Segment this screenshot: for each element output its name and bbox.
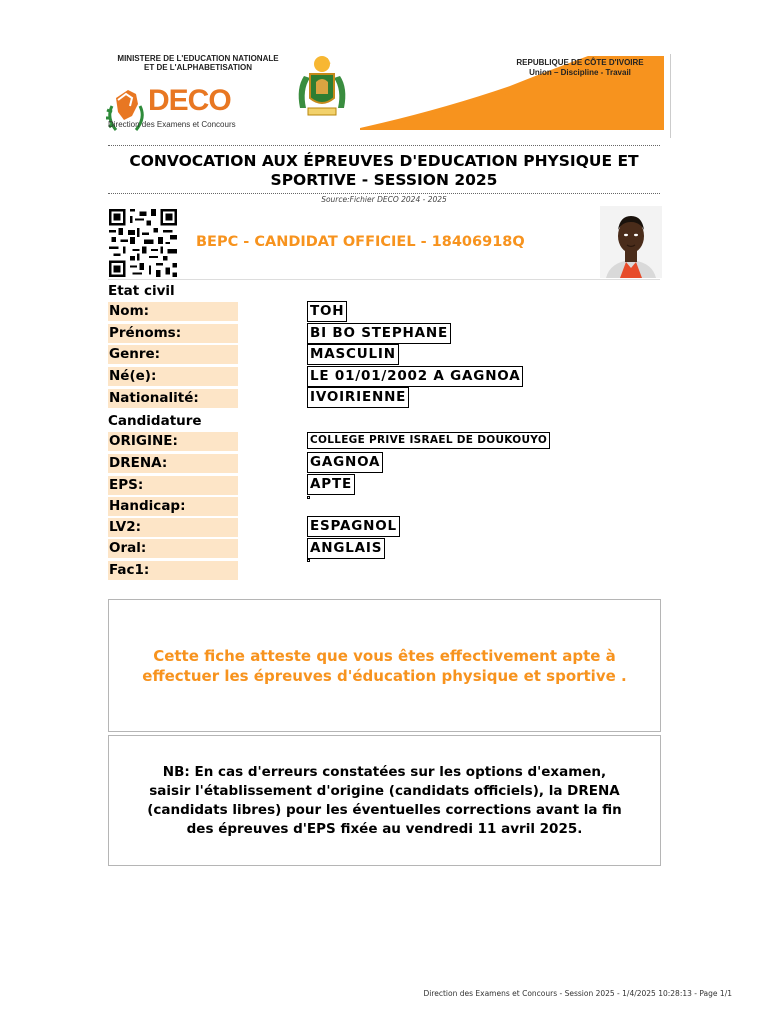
value-drena: GAGNOA <box>307 452 383 473</box>
label-oral: Oral: <box>108 539 238 558</box>
value-nationalite: IVOIRIENNE <box>307 387 409 408</box>
label-naissance: Né(e): <box>108 367 238 386</box>
section-candidature: Candidature <box>108 413 202 429</box>
republic-line-1: REPUBLIQUE DE CÔTE D'IVOIRE <box>516 58 644 67</box>
label-drena: DRENA: <box>108 454 238 473</box>
value-origine: COLLEGE PRIVE ISRAEL DE DOUKOUYO <box>307 432 550 449</box>
label-eps: EPS: <box>108 476 238 495</box>
deco-logo-text: DECO <box>148 84 231 117</box>
candidate-banner <box>106 206 662 278</box>
label-nom: Nom: <box>108 302 238 321</box>
nb-line-3: (candidats libres) pour les éventuelles corrections avant la fin <box>147 801 622 818</box>
nb-line-2: saisir l'établissement d'origine (candidats officiels), la DRENA <box>149 782 620 799</box>
attestation-box <box>108 599 661 732</box>
document-header <box>104 50 664 134</box>
value-fac1 <box>307 559 310 562</box>
label-origine: ORIGINE: <box>108 432 238 451</box>
value-naissance: LE 01/01/2002 A GAGNOA <box>307 366 523 387</box>
candidate-photo <box>600 206 662 278</box>
candidate-exam-title: BEPC - CANDIDAT OFFICIEL - 18406918Q <box>196 234 525 250</box>
label-fac1: Fac1: <box>108 561 238 580</box>
qr-code-icon <box>108 209 178 277</box>
value-prenoms: BI BO STEPHANE <box>307 323 451 344</box>
banner-divider <box>108 279 660 280</box>
nb-notice-box <box>108 735 661 866</box>
ministry-name <box>108 54 288 72</box>
label-prenoms: Prénoms: <box>108 324 238 343</box>
page-footer: Direction des Examens et Concours - Session 2025 - 1/4/2025 10:28:13 - Page 1/1 <box>423 989 732 998</box>
title-line-2: SPORTIVE - SESSION 2025 <box>270 171 498 189</box>
label-lv2: LV2: <box>108 518 238 537</box>
title-bottom-rule <box>108 193 660 194</box>
value-genre: MASCULIN <box>307 344 399 365</box>
label-handicap: Handicap: <box>108 497 238 516</box>
value-eps: APTE <box>307 474 355 495</box>
label-nationalite: Nationalité: <box>108 389 238 408</box>
value-oral: ANGLAIS <box>307 538 385 559</box>
republic-name <box>500 58 660 78</box>
ministry-line-2: ET DE L'ALPHABETISATION <box>144 63 252 72</box>
value-handicap <box>307 496 310 499</box>
value-nom: TOH <box>307 301 347 322</box>
header-divider <box>670 54 671 138</box>
label-genre: Genre: <box>108 345 238 364</box>
attestation-line-1: Cette fiche atteste que vous êtes effectivement apte à <box>153 646 616 665</box>
coat-of-arms-icon <box>290 54 354 122</box>
section-etat-civil: Etat civil <box>108 283 175 299</box>
attestation-line-2: effectuer les épreuves d'éducation physique et sportive . <box>142 666 627 685</box>
nb-line-4: des épreuves d'EPS fixée au vendredi 11 avril 2025. <box>186 820 583 837</box>
page-title <box>108 152 660 190</box>
source-note: Source:Fichier DECO 2024 - 2025 <box>321 195 447 204</box>
title-top-rule <box>108 145 660 146</box>
deco-logo-subtitle: Direction des Examens et Concours <box>108 120 236 129</box>
republic-motto: Union – Discipline - Travail <box>529 68 631 77</box>
title-line-1: CONVOCATION AUX ÉPREUVES D'EDUCATION PHYSIQUE ET <box>129 152 639 170</box>
nb-line-1: NB: En cas d'erreurs constatées sur les options d'examen, <box>162 763 607 780</box>
value-lv2: ESPAGNOL <box>307 516 400 537</box>
ministry-line-1: MINISTERE DE L'EDUCATION NATIONALE <box>117 54 279 63</box>
